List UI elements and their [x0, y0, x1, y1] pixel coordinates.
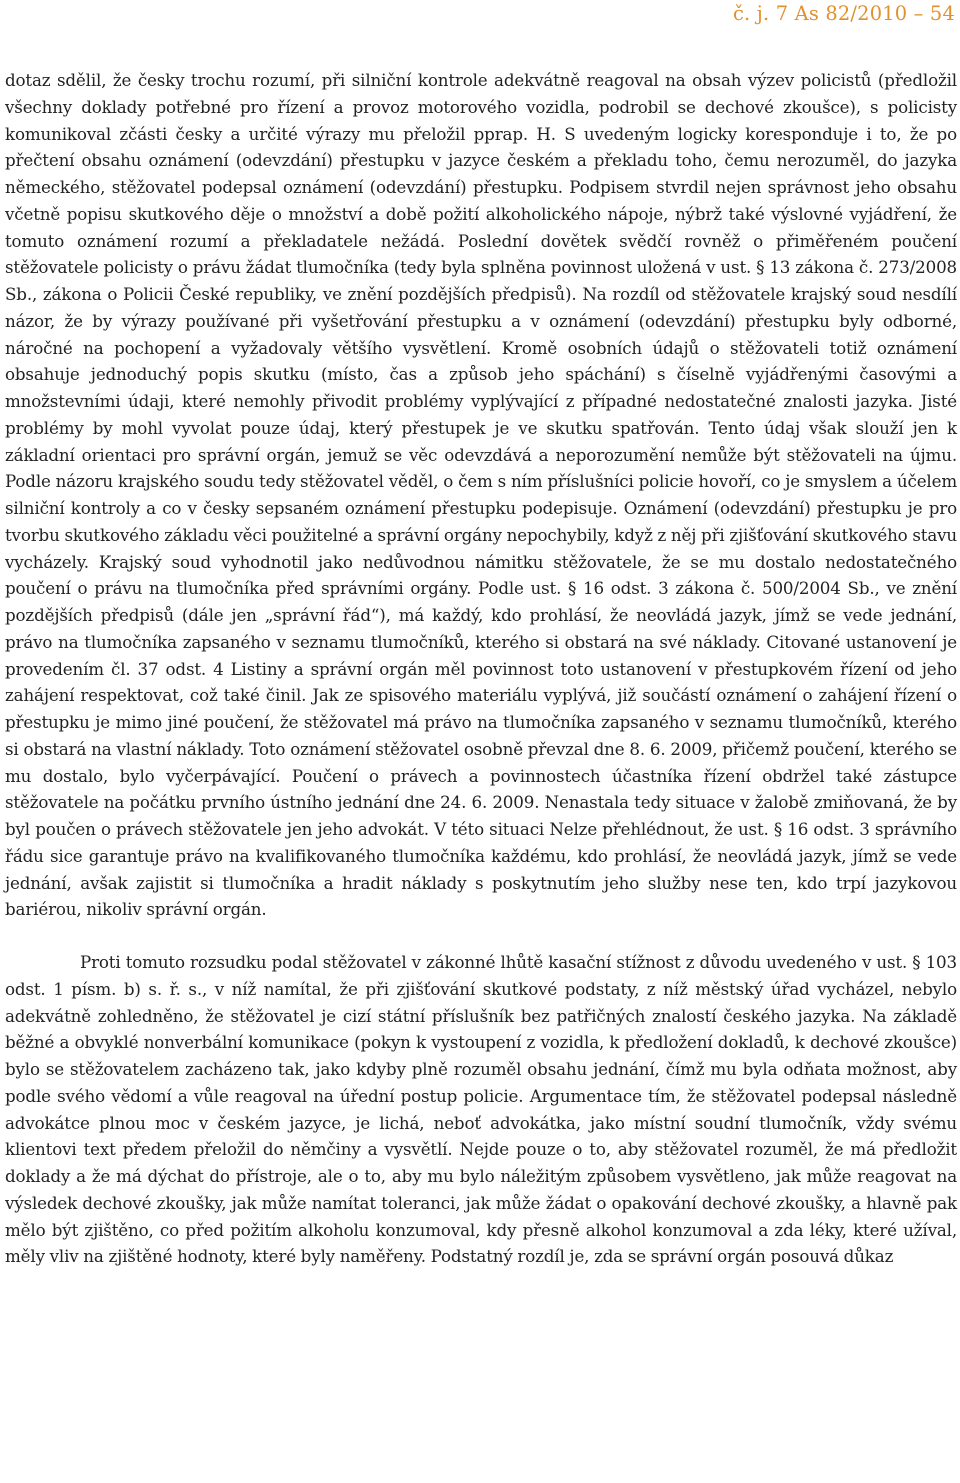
case-reference-header: č. j. 7 As 82/2010 – 54 — [733, 2, 955, 25]
paragraph-cassation-complaint: Proti tomuto rozsudku podal stěžovatel v zákonné lhůtě kasační stížnost z důvodu uvedeného v ust. § 103 odst. 1 písm. b) s. ř. s., v níž namítal, že při zjišťování skutkové podstaty, z níž městský úřad vycházel, nebylo adekvátně zohledněno, že stěžovatel je cizí státní příslušník bez patřičných znalostí českého jazyka. Na základě běžné a obvyklé nonverbální komunikace (pokyn k vystoupení z vozidla, k předložení dokladů, k dechové zkoušce) bylo se stěžovatelem zacházeno tak, jako kdyby plně rozuměl obsahu jednání, čímž mu byla odňata možnost, aby podle svého vědomí a vůle reagoval na úřední postup policie. Argumentace tím, že stěžovatel podepsal následně advokátce plnou moc v českém jazyce, je lichá, neboť advokátka, jako místní soudní tlumočník, vždy svému klientovi text předem přeložil do němčiny a vysvětlí. Nejde pouze o to, aby stěžovatel rozuměl, že má předložit doklady a že má dýchat do přístroje, ale o to, aby mu bylo náležitým způsobem vysvětleno, jak může reagovat na výsledek dechové zkoušky, jak může namítat toleranci, jak může žádat o opakování dechové zkoušky, a hlavně pak mělo být zjištěno, co před požitím alkoholu konzumoval, kdy přesně alkohol konzumoval a zda léky, které užíval, měly vliv na zjištěné hodnoty, které byly naměřeny. Podstatný rozdíl je, zda se správní orgán posouvá důkaz — [5, 952, 957, 1267]
paragraph-regional-court-reasoning: dotaz sdělil, že česky trochu rozumí, při silniční kontrole adekvátně reagoval na obsah výzev policistů (předložil všechny doklady potřebné pro řízení a provoz motorového vozidla, podrobil se dechové zkoušce), s policisty komunikoval zčásti česky a určité výrazy mu přeložil pprap. H. S uvedeným logicky koresponduje i to, že po přečtení obsahu oznámení (odevzdání) přestupku v jazyce českém a překladu toho, čemu nerozuměl, do jazyka německého, stěžovatel podepsal oznámení (odevzdání) přestupku. Podpisem stvrdil nejen správnost jeho obsahu včetně popisu skutkového děje o množství a době požití alkoholického nápoje, nýbrž také výslovné vyjádření, že tomuto oznámení rozumí a překladatele nežádá. Poslední dovětek svědčí rovněž o přiměřeném poučení stěžovatele policisty o právu žádat tlumočníka (tedy byla splněna povinnost uložená v ust. § 13 zákona č. 273/2008 Sb., zákona o Policii České republiky, ve znění pozdějších předpisů). Na rozdíl od stěžovatele krajský soud nesdílí názor, že by výrazy používané při vyšetřování přestupku a v oznámení (odevzdání) přestupku byly odborné, náročné na pochopení a vyžadovaly většího vysvětlení. Kromě osobních údajů o stěžovateli totiž oznámení obsahuje jednoduchý popis skutku (místo, čas a způsob jeho spáchání) s číselně vyjádřenými časovými a množstevními údaji, které nemohly přivodit problémy vyplývající z případné nedostatečné znalosti jazyka. Jisté problémy by mohl vyvolat pouze údaj, který přestupek je ve skutku spatřován. Tento údaj však slouží jen k základní orientaci pro správní orgán, jemuž se věc odevzdává a neporozumění nemůže být stěžovateli na újmu. Podle názoru krajského soudu tedy stěžovatel věděl, o čem s ním příslušníci policie hovoří, co je smyslem a účelem silniční kontroly a co v česky sepsaném oznámení přestupku podepisuje. Oznámení (odevzdání) přestupku je pro tvorbu skutkového základu věci použitelné a správní orgány nepochybily, když z něj při zjišťování skutkového stavu vycházely. Krajský soud vyhodnotil jako nedůvodnou námitku stěžovatele, že se mu dostalo nedostatečného poučení o právu na tlumočníka před správními orgány. Podle ust. § 16 odst. 3 zákona č. 500/2004 Sb., ve znění pozdějších předpisů (dále jen „správní řád“), má každý, kdo prohlásí, že neovládá jazyk, jímž se vede jednání, právo na tlumočníka zapsaného v seznamu tlumočníků, kterého si obstará na své náklady. Citované ustanovení je provedením čl. 37 odst. 4 Listiny a správní orgán měl povinnost toto ustanovení v přestupkovém řízení od jeho zahájení respektovat, což také činil. Jak ze spisového materiálu vyplývá, již součástí oznámení o zahájení řízení o přestupku je mimo jiné poučení, že stěžovatel má právo na tlumočníka zapsaného v seznamu tlumočníků, kterého si obstará na vlastní náklady. Toto oznámení stěžovatel osobně převzal dne 8. 6. 2009, přičemž poučení, kterého se mu dostalo, bylo vyčerpávající. Poučení o právech a povinnostech účastníka řízení obdržel také zástupce stěžovatele na počátku prvního ústního jednání dne 24. 6. 2009. Nenastala tedy situace v žalobě zmiňovaná, že by byl poučen o právech stěžovatele jen jeho advokát. V této situaci Nelze přehlédnout, že ust. § 16 odst. 3 správního řádu sice garantuje právo na kvalifikovaného tlumočníka každému, kdo prohlásí, že neovládá jazyk, jímž se vede jednání, avšak zajistit si tlumočníka a hradit náklady s poskytnutím jeho služby nese ten, kdo trpí jazykovou bariérou, nikoliv správní orgán. — [5, 70, 957, 920]
document-page — [5, 0, 957, 1287]
